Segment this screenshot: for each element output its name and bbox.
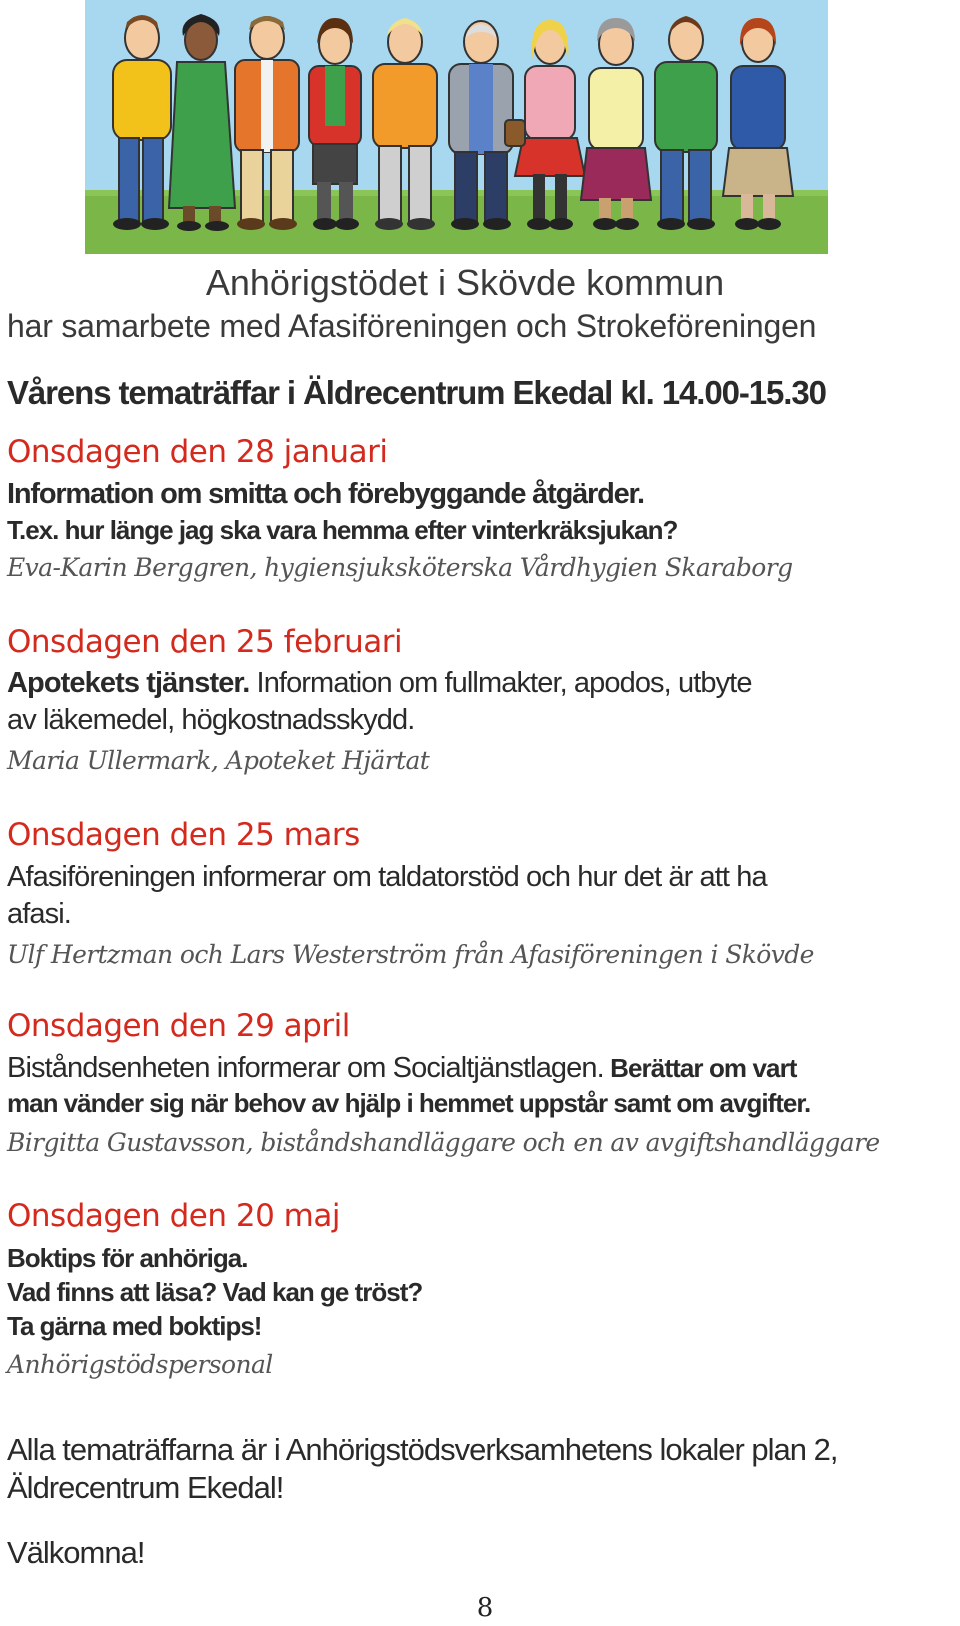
page-title: Anhörigstödet i Skövde kommun xyxy=(205,262,725,303)
event-description-5-line-1: Boktips för anhöriga. xyxy=(7,1243,248,1273)
welcome-text: Välkomna! xyxy=(7,1535,145,1570)
page-subtitle: har samarbete med Afasiföreningen och Strokeföreningen xyxy=(7,308,817,344)
event-description-5-line-3: Ta gärna med boktips! xyxy=(7,1311,262,1341)
event-description-2-lead: Apotekets tjänster. xyxy=(7,667,250,699)
event-description-4-line-1 xyxy=(7,1052,797,1085)
event-description-2-rest: Information om fullmakter, apodos, utbyte xyxy=(249,667,752,699)
event-date-4: Onsdagen den 29 april xyxy=(7,1008,350,1044)
event-description-2-line-2: av läkemedel, högkostnadsskydd. xyxy=(7,704,415,736)
event-speaker-5: Anhörigstödspersonal xyxy=(7,1350,273,1379)
event-speaker-1: Eva-Karin Berggren, hygiensjuksköterska Vårdhygien Skaraborg xyxy=(7,553,793,582)
event-description-4-line-2: man vänder sig när behov av hjälp i hemmet uppstår samt om avgifter. xyxy=(7,1088,811,1118)
event-description-1-line-1: Information om smitta och förebyggande åtgärder. xyxy=(7,478,644,510)
event-date-2: Onsdagen den 25 februari xyxy=(7,624,403,660)
event-speaker-3: Ulf Hertzman och Lars Westerström från Afasiföreningen i Skövde xyxy=(7,940,814,969)
event-description-5-line-2: Vad finns att läsa? Vad kan ge tröst? xyxy=(7,1277,423,1307)
event-description-4-lead: Biståndsenheten informerar om Socialtjänstlagen. xyxy=(7,1052,604,1084)
event-date-1: Onsdagen den 28 januari xyxy=(7,434,388,470)
event-description-3-line-2: afasi. xyxy=(7,898,71,930)
event-date-5: Onsdagen den 20 maj xyxy=(7,1198,340,1234)
event-description-2-line-1 xyxy=(7,667,752,700)
event-description-1-line-2: T.ex. hur länge jag ska vara hemma efter vinterkräksjukan? xyxy=(7,515,678,545)
intro-heading: Vårens tematräffar i Äldrecentrum Ekedal kl. 14.00-15.30 xyxy=(7,374,826,411)
event-description-4-rest: Berättar om vart xyxy=(603,1053,797,1083)
group-of-people-illustration xyxy=(85,0,828,254)
event-date-3: Onsdagen den 25 mars xyxy=(7,817,360,853)
closing-line-2: Äldrecentrum Ekedal! xyxy=(7,1470,284,1505)
page-number: 8 xyxy=(476,1593,494,1623)
event-description-3-line-1: Afasiföreningen informerar om taldatorstöd och hur det är att ha xyxy=(7,861,767,893)
event-speaker-2: Maria Ullermark, Apoteket Hjärtat xyxy=(7,746,430,775)
closing-line-1: Alla tematräffarna är i Anhörigstödsverksamhetens lokaler plan 2, xyxy=(7,1432,838,1467)
event-speaker-4: Birgitta Gustavsson, biståndshandläggare och en av avgiftshandläggare xyxy=(7,1128,880,1157)
